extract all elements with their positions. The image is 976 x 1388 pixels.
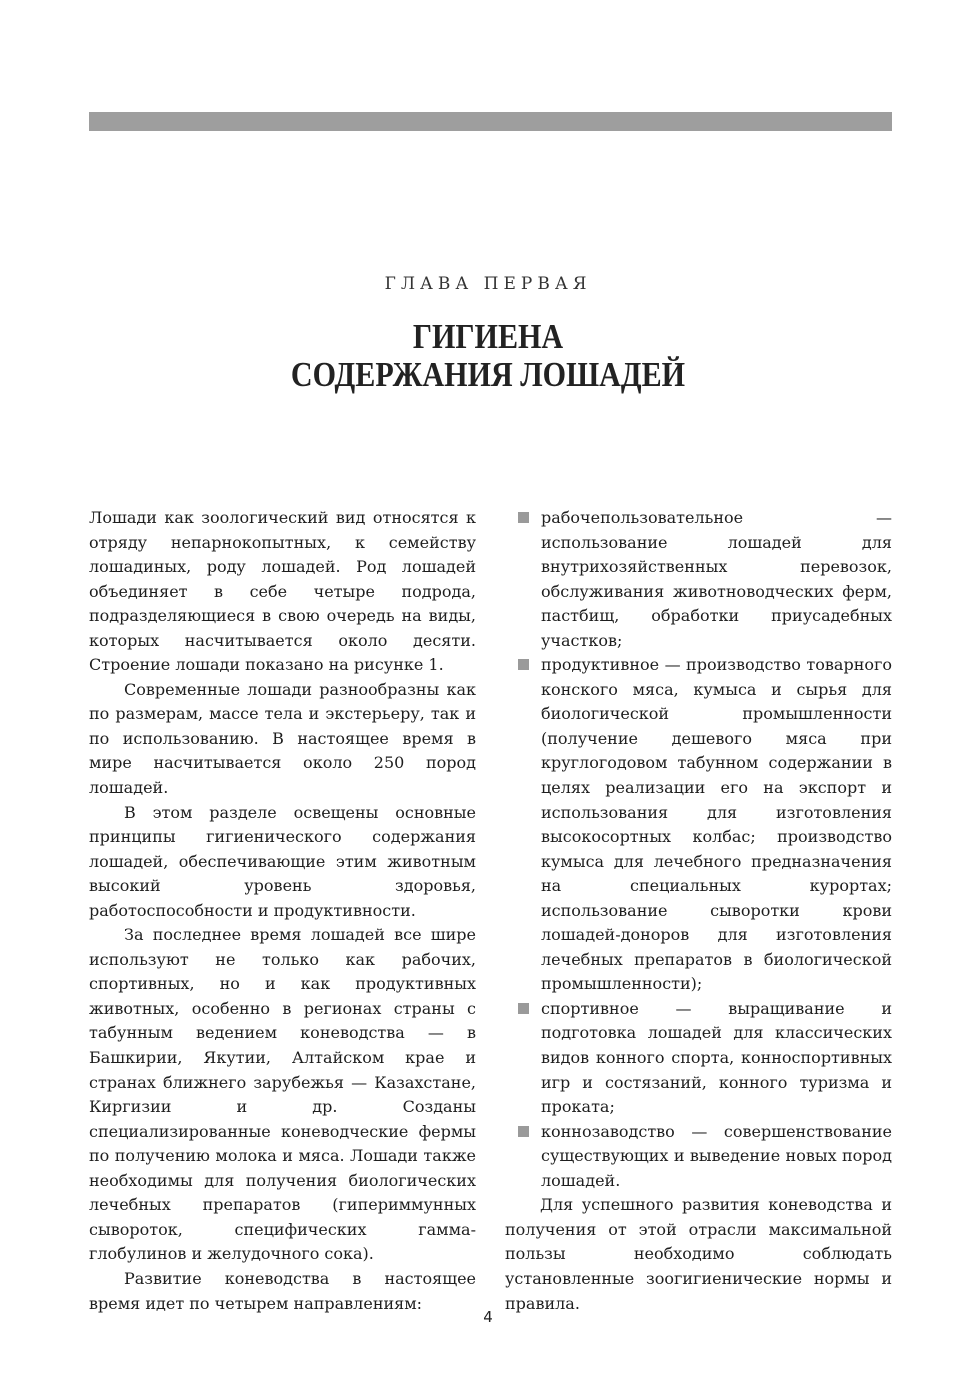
- chapter-label: ГЛАВА ПЕРВАЯ: [384, 274, 592, 294]
- right-text-column: [505, 506, 892, 1316]
- list-item-text: продуктивное — производство товарного конского мяса, кумыса и сырья для биологической промышленности (получение дешевого мяса при круглогодовом табунном содержании в целях реализации его на экспорт и использования для изготовления высокосортных колбас; производство кумыса для лечебного предназначения на специальных курортах; использование сыворотки крови лошадей-доноров для изготовления лечебных препаратов в биологической промышленности);: [541, 655, 892, 994]
- list-item: [505, 653, 892, 997]
- paragraph: Современные лошади разнообразны как по размерам, массе тела и экстерьеру, так и по использованию. В настоящее время в мире насчитывается около 250 пород лошадей.: [89, 679, 476, 798]
- paragraph: Лошади как зоологический вид относятся к отряду непарнокопытных, к семейству лошадиных, роду лошадей. Род лошадей объединяет в себе четыре подрода, подразделяющиеся в свою очередь на виды, которых насчитывается около десяти. Строение лошади показано на рисунке 1.: [89, 508, 476, 675]
- list-item: [505, 506, 892, 653]
- paragraph: Развитие коневодства в настоящее время идет по четырем направлениям:: [89, 1268, 476, 1313]
- chapter-title-line-1: ГИГИЕНА: [412, 317, 564, 356]
- chapter-header-bar: [89, 112, 892, 131]
- closing-paragraph: Для успешного развития коневодства и получения от этой отрасли максимальной пользы необходимо соблюдать установленные зоогигиенические нормы и правила.: [505, 1195, 892, 1313]
- square-bullet-icon: [518, 659, 529, 670]
- list-item: [505, 1120, 892, 1194]
- list-item: [505, 997, 892, 1120]
- chapter-title: [0, 318, 976, 394]
- left-text-column: [89, 506, 476, 1316]
- paragraph: В этом разделе освещены основные принципы гигиенического содержания лошадей, обеспечивающие этим животным высокий уровень здоровья, работоспособности и продуктивности.: [89, 802, 476, 920]
- square-bullet-icon: [518, 1126, 529, 1137]
- list-item-text: рабочепользовательное — использование лошадей для внутрихозяйственных перевозок, обслуживания животноводческих ферм, пастбищ, обработки приусадебных участков;: [541, 508, 892, 650]
- directions-list: [505, 506, 892, 1193]
- square-bullet-icon: [518, 512, 529, 523]
- chapter-title-line-2: СОДЕРЖАНИЯ ЛОШАДЕЙ: [290, 355, 686, 394]
- list-item-text: коннозаводство — совершенствование существующих и выведение новых пород лошадей.: [541, 1121, 892, 1190]
- page-number: 4: [483, 1308, 493, 1326]
- paragraph: За последнее время лошадей все шире используют не только как рабочих, спортивных, но и как продуктивных животных, особенно в регионах страны с табунным ведением коневодства — в Башкирии, Якутии, Алтайском крае и странах ближнего зарубежья — Казахстане, Киргизии и др. Созданы специализированные коневодческие фермы по получению молока и мяса. Лошади также необходимы для получения биологических лечебных препаратов (гипериммунных сывороток, специфических гамма-глобулинов и желудочного сока).: [89, 925, 476, 1264]
- list-item-text: спортивное — выращивание и подготовка лошадей для классических видов конного спорта, конноспортивных игр и состязаний, конного туризма и проката;: [541, 998, 892, 1117]
- square-bullet-icon: [518, 1003, 529, 1014]
